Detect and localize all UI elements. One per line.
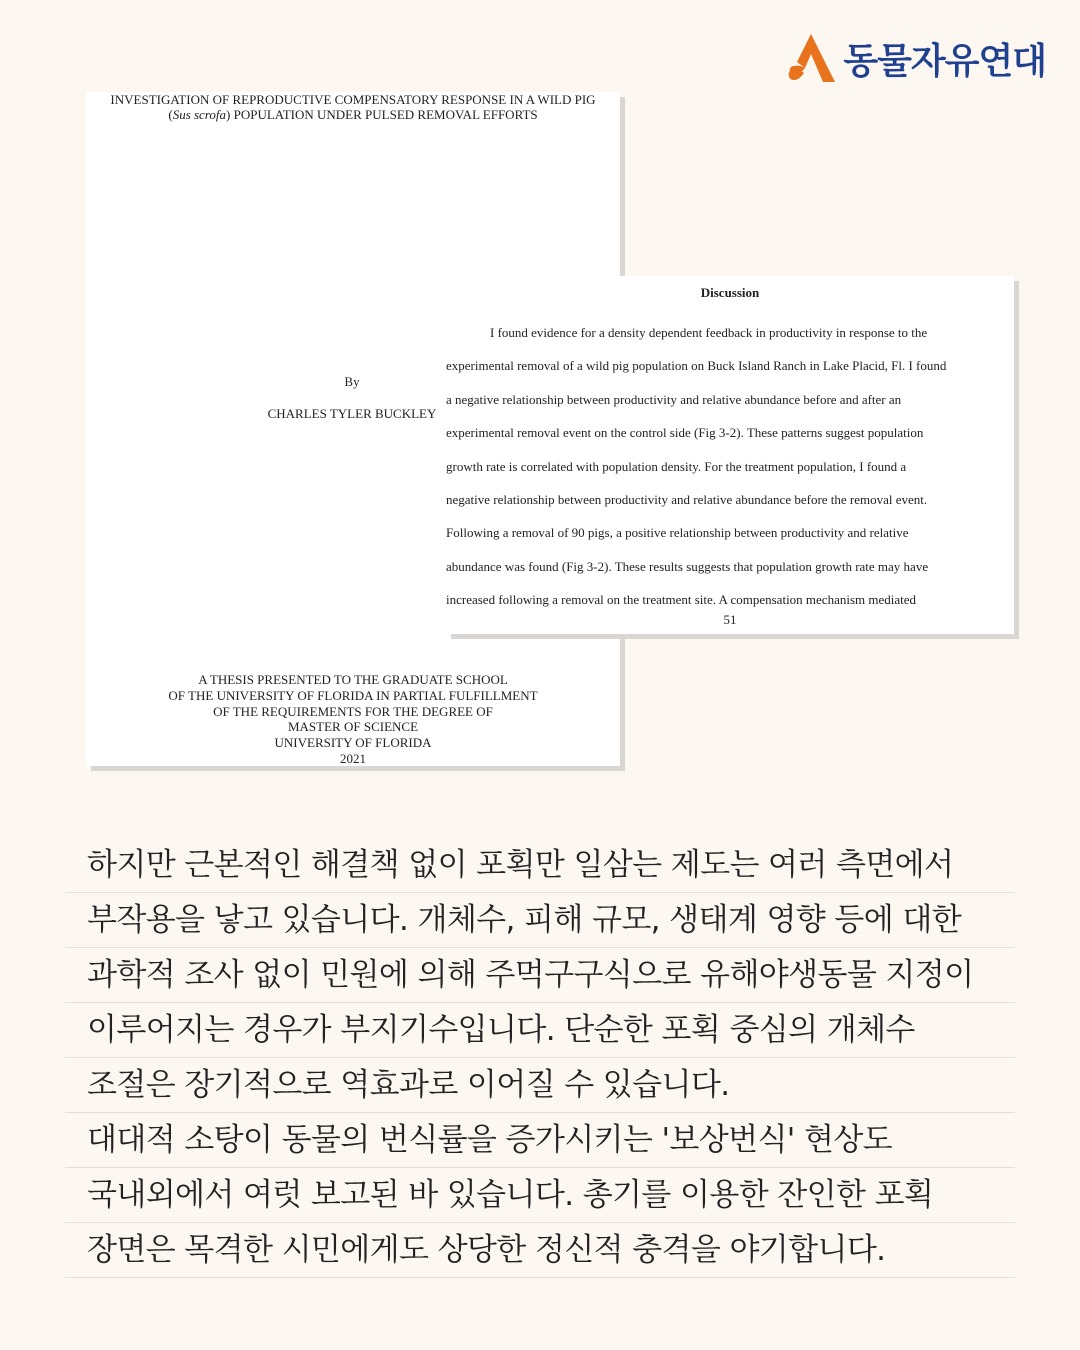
brand-name: 동물자유연대 [843, 40, 1046, 82]
discussion-line: experimental removal event on the control side (Fig 3-2). These patterns suggest population [446, 425, 924, 441]
body-line: 하지만 근본적인 해결책 없이 포획만 일삼는 제도는 여러 측면에서 [65, 838, 1015, 893]
thesis-title-line1: INVESTIGATION OF REPRODUCTIVE COMPENSATORY RESPONSE IN A WILD PIG [110, 92, 596, 107]
brand-logo-icon [787, 32, 837, 84]
thesis-footer-year: 2021 [340, 750, 366, 766]
thesis-by: By [344, 374, 360, 389]
body-line: 장면은 목격한 시민에게도 상당한 정신적 충격을 야기합니다. [65, 1223, 1015, 1278]
thesis-footer-line: OF THE REQUIREMENTS FOR THE DEGREE OF [213, 703, 493, 719]
page-number: 51 [723, 612, 737, 627]
body-text [65, 838, 1015, 1278]
body-line: 이루어지는 경우가 부지기수입니다. 단순한 포획 중심의 개체수 [65, 1003, 1015, 1058]
body-line: 국내외에서 여럿 보고된 바 있습니다. 총기를 이용한 잔인한 포획 [65, 1168, 1015, 1223]
discussion-line: a negative relationship between productivity and relative abundance before and after an [446, 391, 902, 407]
thesis-footer-line: UNIVERSITY OF FLORIDA [274, 735, 432, 751]
body-line: 대대적 소탕이 동물의 번식률을 증가시키는 '보상번식' 현상도 [65, 1113, 1015, 1168]
discussion-line: Following a removal of 90 pigs, a positive relationship between productivity and relative [446, 525, 909, 541]
thesis-footer-line: A THESIS PRESENTED TO THE GRADUATE SCHOOL [198, 672, 508, 687]
body-line: 과학적 조사 없이 민원에 의해 주먹구구식으로 유해야생동물 지정이 [65, 948, 1015, 1003]
discussion-line: I found evidence for a density dependent feedback in productivity in response to the [490, 325, 928, 340]
discussion-page [446, 276, 1014, 634]
discussion-body [446, 316, 1014, 617]
discussion-line: increased following a removal on the treatment site. A compensation mechanism mediated [446, 592, 917, 608]
discussion-line: experimental removal of a wild pig population on Buck Island Ranch in Lake Placid, Fl. I found [446, 358, 947, 374]
body-line: 부작용을 낳고 있습니다. 개체수, 피해 규모, 생태계 영향 등에 대한 [65, 893, 1015, 948]
brand-logo [787, 32, 1046, 84]
discussion-heading: Discussion [700, 285, 760, 300]
thesis-author: CHARLES TYLER BUCKLEY [267, 406, 437, 421]
thesis-title [86, 92, 620, 122]
discussion-line: negative relationship between productivity and relative abundance before the removal event. [446, 491, 928, 507]
discussion-line: abundance was found (Fig 3-2). These results suggests that population growth rate may have [446, 558, 929, 574]
thesis-title-line2: (Sus scrofa) POPULATION UNDER PULSED REMOVAL EFFORTS [168, 107, 538, 122]
thesis-footer-line: MASTER OF SCIENCE [287, 719, 419, 735]
thesis-footer [86, 672, 620, 767]
body-line: 조절은 장기적으로 역효과로 이어질 수 있습니다. [65, 1058, 1015, 1113]
discussion-line: growth rate is correlated with population density. For the treatment population, I found a [446, 458, 907, 474]
species-name: Sus scrofa [172, 107, 227, 122]
thesis-footer-line: OF THE UNIVERSITY OF FLORIDA IN PARTIAL FULFILLMENT [168, 687, 538, 703]
